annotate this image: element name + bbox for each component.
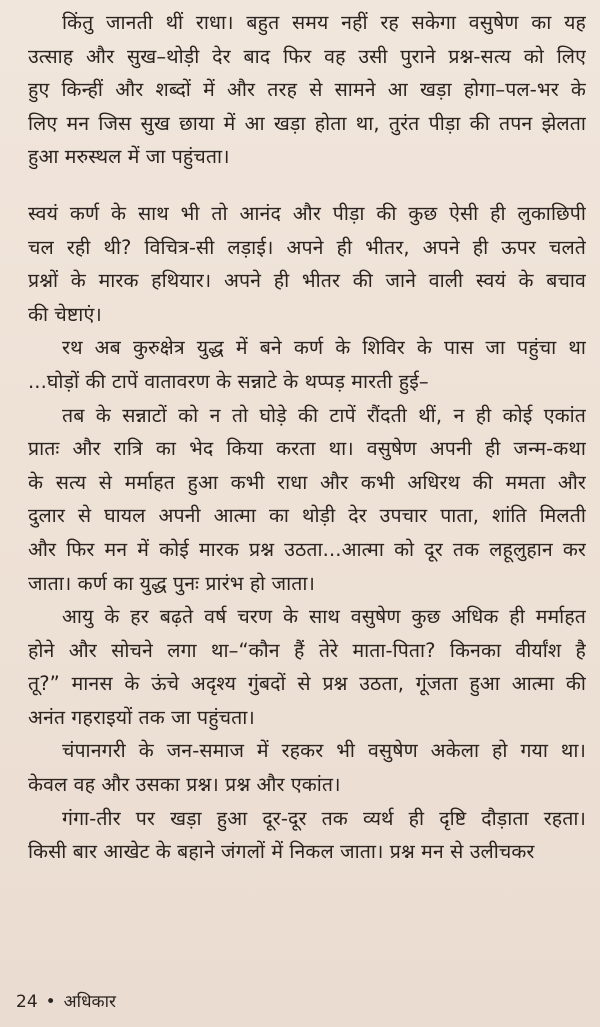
text-line: किसी बार आखेट के बहाने जंगलों में निकल जाता। प्रश्न मन से उलीचकर — [28, 840, 535, 864]
text-line: तब के सन्नाटों को न तो घोड़े की टापें रौंदती थीं, न ही कोई एकांत — [62, 403, 586, 427]
body-text — [28, 6, 586, 869]
paragraph — [28, 802, 586, 869]
text-line: स्वयं कर्ण के साथ भी तो आनंद और पीड़ा की कुछ ऐसी ही लुकाछिपी — [28, 201, 586, 225]
text-line: लिए मन जिस सुख छाया में आ खड़ा होता था, तुरंत पीड़ा की तपन झेलता — [28, 111, 586, 135]
paragraph — [28, 6, 586, 174]
text-line: गंगा-तीर पर खड़ा हुआ दूर-दूर तक व्यर्थ ही दृष्टि दौड़ाता रहता। — [62, 806, 586, 830]
book-title: अधिकार — [63, 992, 116, 1012]
page-number: 24 — [16, 992, 38, 1012]
text-line: जाता। कर्ण का युद्ध पुनः प्रारंभ हो जाता। — [28, 571, 316, 595]
text-line: और फिर मन में कोई मारक प्रश्न उठता...आत्मा को दूर तक लहूलुहान कर — [28, 537, 586, 561]
page-footer — [16, 990, 116, 1014]
text-line: प्रातः और रात्रि का भेद किया करता था। वसुषेण अपनी ही जन्म-कथा — [28, 437, 586, 461]
text-line: किंतु जानती थीं राधा। बहुत समय नहीं रह सकेगा वसुषेण का यह — [62, 11, 586, 34]
text-line: के सत्य से मर्माहत हुआ कभी राधा और कभी अधिरथ की ममता और — [28, 470, 586, 494]
paragraph — [28, 734, 586, 801]
text-line: आयु के हर बढ़ते वर्ष चरण के साथ वसुषेण कुछ अधिक ही मर्माहत — [62, 605, 586, 629]
paragraph — [28, 399, 586, 601]
text-line: रथ अब कुरुक्षेत्र युद्ध में बने कर्ण के शिविर के पास जा पहुंचा था — [62, 336, 586, 360]
paragraph — [28, 331, 586, 398]
text-line: हुआ मरुस्थल में जा पहुंचता। — [28, 145, 230, 169]
text-line: चल रही थी? विचित्र-सी लड़ाई। अपने ही भीतर, अपने ही ऊपर चलते — [28, 235, 586, 259]
text-line: केवल वह और उसका प्रश्न। प्रश्न और एकांत। — [28, 773, 341, 797]
paragraph-gap — [28, 174, 586, 197]
text-line: होने और सोचने लगा था–“कौन हैं तेरे माता-पिता? किनका वीर्यांश है — [28, 638, 586, 662]
text-line: की चेष्टाएं। — [28, 302, 102, 326]
text-line: अनंत गहराइयों तक जा पहुंचता। — [28, 705, 255, 729]
text-line: दुलार से घायल अपनी आत्मा का थोड़ी देर उपचार पाता, शांति मिलती — [28, 504, 586, 528]
text-line: हुए किन्हीं और शब्दों में और तरह से सामने आ खड़ा होगा–पल-भर के — [28, 78, 586, 102]
footer-bullet: • — [45, 992, 56, 1012]
text-line: उत्साह और सुख–थोड़ी देर बाद फिर वह उसी पुराने प्रश्न-सत्य को लिए — [28, 44, 586, 68]
text-line: तू?” मानस के ऊंचे अदृश्य गुंबदों से प्रश्न उठता, गूंजता हुआ आत्मा की — [28, 672, 586, 696]
text-line: प्रश्नों के मारक हथियार। अपने ही भीतर की जाने वाली स्वयं के बचाव — [28, 269, 586, 293]
paragraph — [28, 600, 586, 734]
paragraph — [28, 197, 586, 331]
text-line: ...घोड़ों की टापें वातावरण के सन्नाटे के थप्पड़ मारती हुई– — [28, 369, 429, 393]
text-line: चंपानगरी के जन-समाज में रहकर भी वसुषेण अकेला हो गया था। — [62, 739, 586, 763]
